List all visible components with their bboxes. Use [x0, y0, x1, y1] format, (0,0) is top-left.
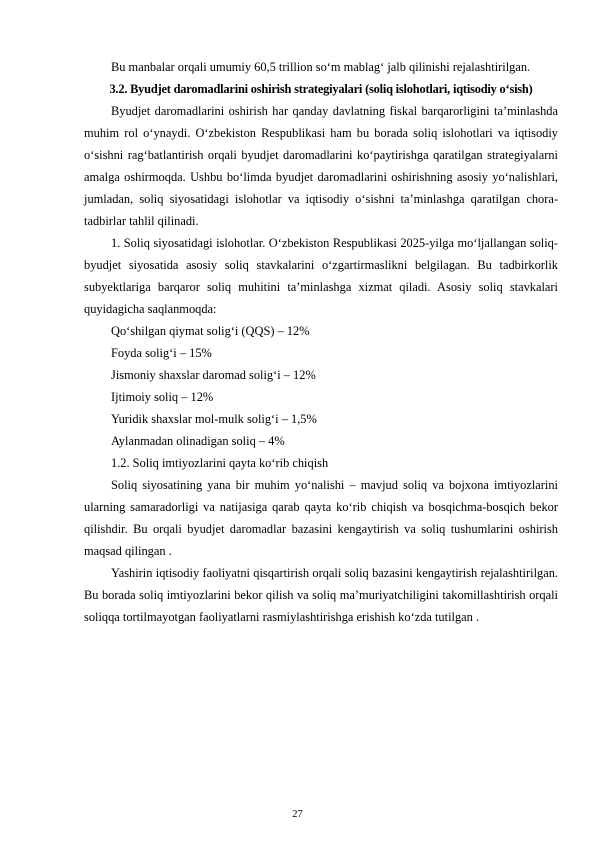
page-number: 27	[292, 809, 303, 820]
paragraph-overview: Byudjet daromadlarini oshirish har qanday davlatning fiskal barqarorligini ta’minlashda muhim rol o‘ynaydi. O‘zbekiston Respublikasi ham bu borada soliq islohotlari va iqtisodiy o‘sishni rag‘batlantirish orqali byudjet daromadlarini ko‘paytirishga qaratilgan strategiyalarni amalga oshirmoqda. Ushbu bo‘limda byudjet daromadlarini oshirishning asosiy yo‘nalishlari, jumladan, soliq siyosatidagi islohotlar va iqtisodiy o‘sishni ta’minlashga qaratilgan chora-tadbirlar tahlil qilinadi.	[84, 104, 558, 228]
tax-rate-item: Jismoniy shaxslar daromad solig‘i – 12%	[111, 368, 316, 382]
tax-rate-item: Aylanmadan olinadigan soliq – 4%	[111, 434, 285, 448]
paragraph-shadow-economy: Yashirin iqtisodiy faoliyatni qisqartirish orqali soliq bazasini kengaytirish rejalashtirilgan. Bu borada soliq imtiyozlarini bekor qilish va soliq ma’muriyatchiligini takomillashtirish orqali soliqqa tortilmayotgan faoliyatlarni rasmiylashtirishga erishish ko‘zda tutilgan .	[84, 566, 558, 624]
section-heading: 3.2. Byudjet daromadlarini oshirish strategiyalari (soliq islohotlari, iqtisodiy o‘sish)	[109, 82, 533, 96]
page-body	[84, 56, 558, 628]
tax-rate-item: Ijtimoiy soliq – 12%	[111, 390, 214, 404]
paragraph-tax-benefits: Soliq siyosatining yana bir muhim yo‘nalishi – mavjud soliq va bojxona imtiyozlarini ularning samaradorligi va natijasiga qarab qayta ko‘rib chiqish va bosqichma-bosqich bekor qilishdir. Bu orqali byudjet daromadlar bazasini kengaytirish va soliq tushumlarini oshirish maqsad qilingan .	[84, 478, 558, 558]
tax-rate-list	[84, 320, 558, 452]
subsection-heading: 1.2. Soliq imtiyozlarini qayta ko‘rib chiqish	[111, 456, 329, 470]
tax-rate-item: Foyda solig‘i – 15%	[111, 346, 212, 360]
paragraph-tax-reforms: 1. Soliq siyosatidagi islohotlar. O‘zbekiston Respublikasi 2025-yilga mo‘ljallangan soliq-byudjet siyosatida asosiy soliq stavkalarini o‘zgartirmaslikni belgilagan. Bu tadbirkorlik subyektlariga barqaror soliq muhitini ta’minlashga xizmat qiladi. Asosiy soliq stavkalari quyidagicha saqlanmoqda:	[84, 236, 558, 316]
tax-rate-item: Qo‘shilgan qiymat solig‘i (QQS) – 12%	[111, 324, 310, 338]
intro-paragraph: Bu manbalar orqali umumiy 60,5 trillion so‘m mablag‘ jalb qilinishi rejalashtirilgan.	[111, 60, 531, 74]
tax-rate-item: Yuridik shaxslar mol-mulk solig‘i – 1,5%	[111, 412, 317, 426]
